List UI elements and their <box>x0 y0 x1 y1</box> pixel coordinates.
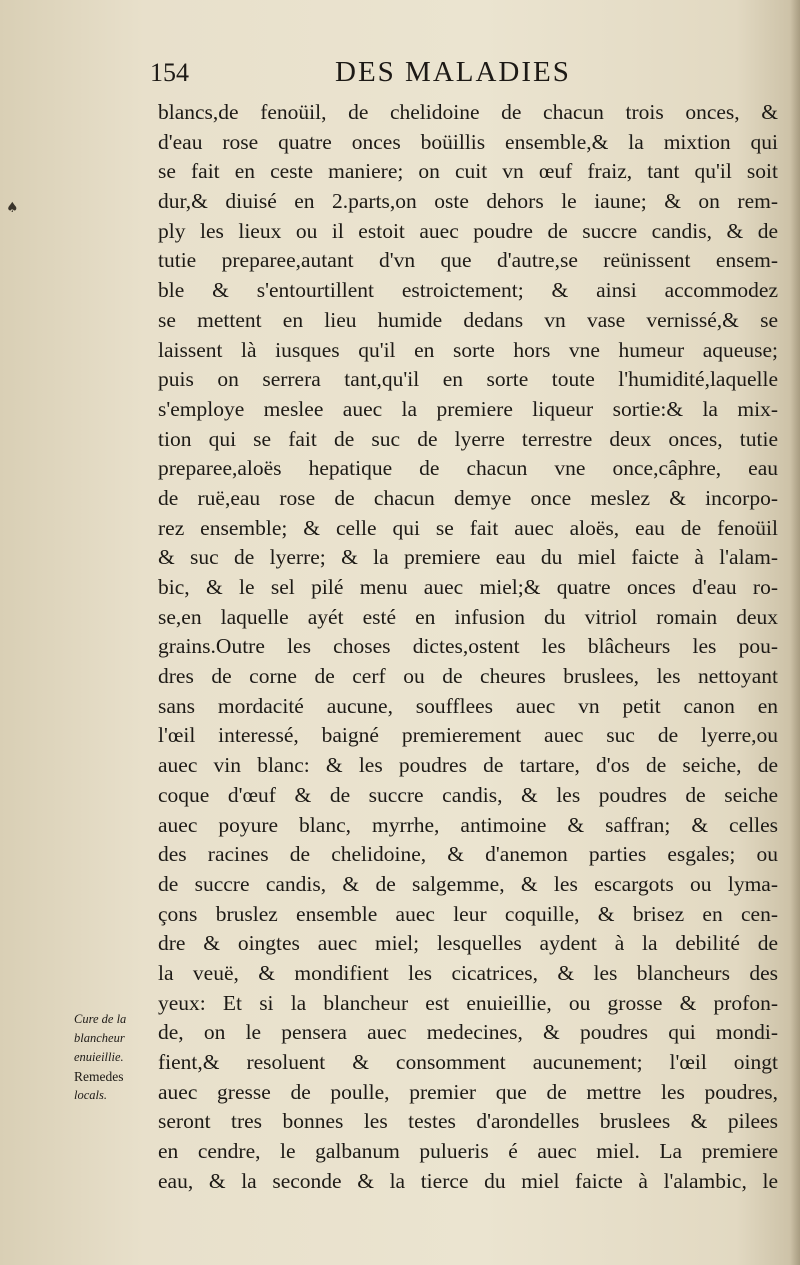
text-line: çons bruslez ensemble auec leur coquille, & brisez en cen- <box>158 901 778 926</box>
text-line: des racines de chelidoine, & d'anemon parties esgales; ou <box>158 842 778 867</box>
margin-note-line: locals. <box>74 1088 107 1102</box>
margin-note-line: Cure de la <box>74 1012 127 1026</box>
text-line: l'œil interessé, baigné premierement auec suc de lyerre,ou <box>158 723 778 748</box>
text-line: yeux: Et si la blancheur est enuieillie, ou grosse & profon- <box>158 990 778 1015</box>
marginal-note <box>74 1010 154 1105</box>
text-line: en cendre, le galbanum pulueris é auec miel. La premiere <box>158 1139 778 1164</box>
text-line: preparee,aloës hepatique de chacun vne once,câphre, eau <box>158 456 778 481</box>
text-line: blancs,de fenoüil, de chelidoine de chacun trois onces, & <box>158 100 778 124</box>
text-line: bic, & le sel pilé menu auec miel;& quatre onces d'eau ro- <box>158 575 778 599</box>
text-line: ply les lieux ou il estoit auec poudre de succre candis, & de <box>158 218 778 243</box>
text-line: laissent là iusques qu'il en sorte hors vne humeur aqueuse; <box>158 337 778 362</box>
text-line: de, on le pensera auec medecines, & poudres qui mondi- <box>158 1020 778 1045</box>
text-line: se fait en ceste maniere; on cuit vn œuf fraiz, tant qu'il soit <box>158 159 778 184</box>
text-line: dur,& diuisé en 2.parts,on oste dehors le iaune; & on rem- <box>158 189 778 214</box>
printer-mark-icon: ♠ <box>6 200 19 216</box>
text-line: auec vin blanc: & les poudres de tartare, d'os de seiche, de <box>158 753 778 778</box>
margin-note-line: blancheur <box>74 1031 125 1045</box>
text-line: fient,& resoluent & consomment aucunement; l'œil oingt <box>158 1050 778 1074</box>
text-line: ble & s'entourtillent estroictement; & ainsi accommodez <box>158 278 778 303</box>
text-line: rez ensemble; & celle qui se fait auec aloës, eau de fenoüil <box>158 515 778 540</box>
text-line: auec gresse de poulle, premier que de mettre les poudres, <box>158 1079 778 1104</box>
text-line: la veuë, & mondifient les cicatrices, & les blancheurs des <box>158 960 778 985</box>
text-line: sans mordacité aucune, soufflees auec vn petit canon en <box>158 693 778 718</box>
text-line: auec poyure blanc, myrrhe, antimoine & saffran; & celles <box>158 812 778 837</box>
text-line: seront tres bonnes les testes d'arondelles bruslees & pilees <box>158 1109 778 1134</box>
text-line: de succre candis, & de salgemme, & les escargots ou lyma- <box>158 871 778 896</box>
text-line: coque d'œuf & de succre candis, & les poudres de seiche <box>158 782 778 807</box>
margin-note-line: Remedes <box>74 1069 124 1084</box>
page-number: 154 <box>150 58 189 87</box>
text-line: tutie preparee,autant d'vn que d'autre,se reünissent ensem- <box>158 248 778 273</box>
text-line: s'employe meslee auec la premiere liqueur sortie:& la mix- <box>158 396 778 421</box>
page-header <box>150 52 750 92</box>
text-line: & suc de lyerre; & la premiere eau du miel faicte à l'alam- <box>158 545 778 570</box>
text-line: puis on serrera tant,qu'il en sorte toute l'humidité,laquelle <box>158 367 778 392</box>
text-line: eau, & la seconde & la tierce du miel faicte à l'alambic, le <box>158 1168 778 1193</box>
page-edge-shadow <box>790 0 800 1265</box>
margin-note-line: enuieillie. <box>74 1050 124 1064</box>
text-line: se mettent en lieu humide dedans vn vase vernissé,& se <box>158 307 778 332</box>
text-line: de ruë,eau rose de chacun demye once meslez & incorpo- <box>158 485 778 510</box>
main-text <box>158 98 778 1196</box>
text-line: dres de corne de cerf ou de cheures bruslees, les nettoyant <box>158 664 778 689</box>
text-line: tion qui se fait de suc de lyerre terrestre deux onces, tutie <box>158 426 778 451</box>
text-line: grains.Outre les choses dictes,ostent les blâcheurs les pou- <box>158 634 778 659</box>
text-line: se,en laquelle ayét esté en infusion du vitriol romain deux <box>158 604 778 629</box>
text-line: dre & oingtes auec miel; lesquelles aydent à la debilité de <box>158 931 778 956</box>
running-head: DES MALADIES <box>335 56 571 88</box>
text-line: d'eau rose quatre onces boüillis ensemble,& la mixtion qui <box>158 129 778 154</box>
